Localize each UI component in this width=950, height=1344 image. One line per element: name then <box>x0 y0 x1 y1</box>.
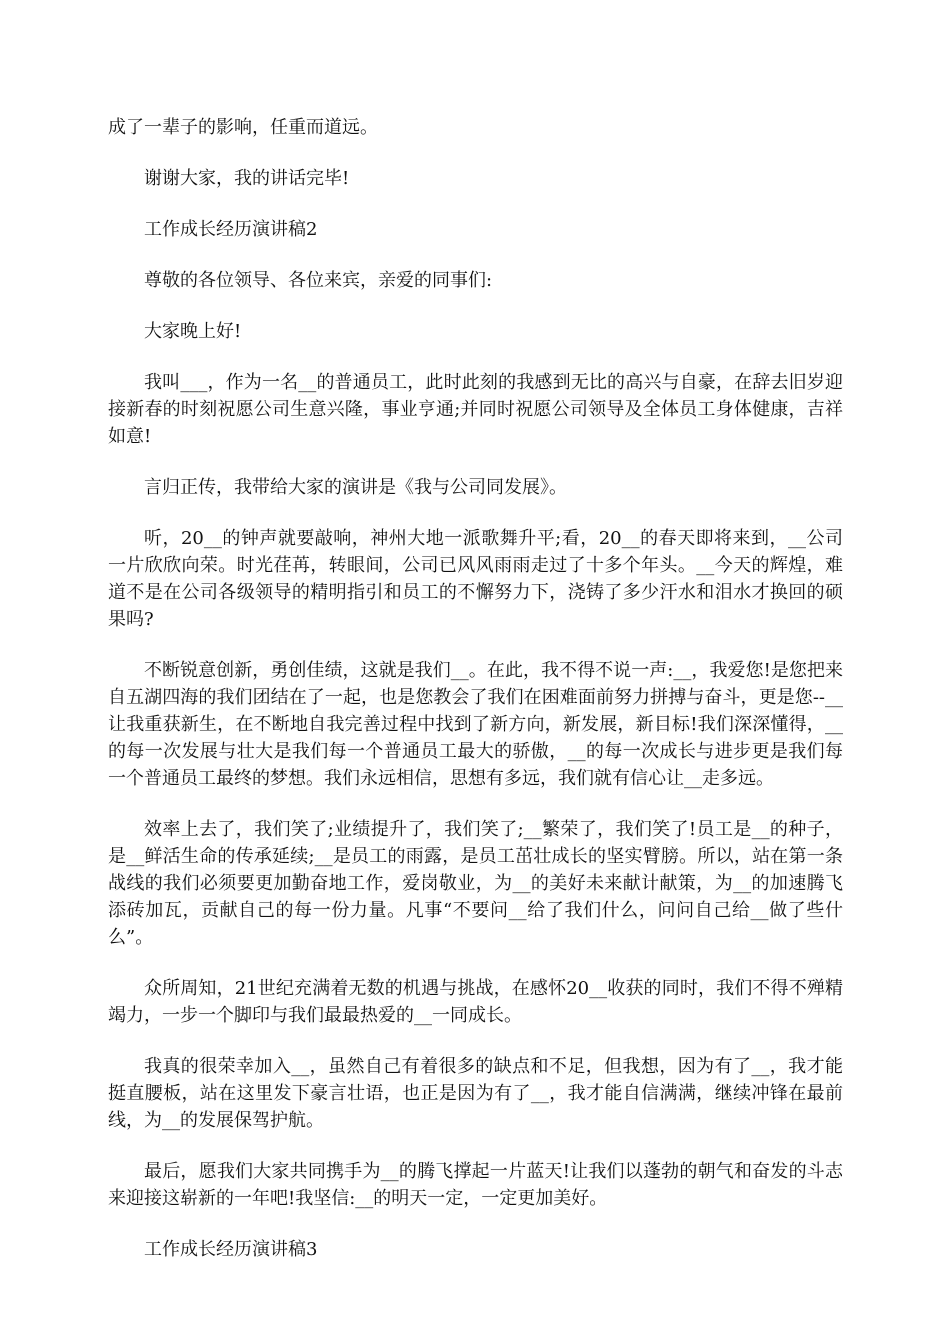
paragraph: 听，20__的钟声就要敲响，神州大地一派歌舞升平;看，20__的春天即将来到，__公司一片欣欣向荣。时光荏苒，转眼间，公司已风风雨雨走过了十多个年头。__今天的辉煌，难道不是在公司各级领导的精明指引和员工的不懈努力下，浇铸了多少汗水和泪水才换回的硕果吗? <box>108 528 843 630</box>
salutation: 尊敬的各位领导、各位来宾，亲爱的同事们: <box>144 270 493 291</box>
paragraph: 效率上去了，我们笑了;业绩提升了，我们笑了;__繁荣了，我们笑了!员工是__的种子，是__鲜活生命的传承延续;__是员工的雨露，是员工茁壮成长的坚实臂膀。所以，站在第一条战线的我们必须要更加勤奋地工作，爱岗敬业，为__的美好未来献计献策，为__的加速腾飞添砖加瓦，贡献自己的每一份力量。凡事“不要问__给了我们什么，问问自己给__做了些什么”。 <box>108 819 843 948</box>
section-title: 工作成长经历演讲稿2 <box>144 219 318 240</box>
paragraph: 最后，愿我们大家共同携手为__的腾飞撑起一片蓝天!让我们以蓬勃的朝气和奋发的斗志来迎接这崭新的一年吧!我坚信:__的明天一定，一定更加美好。 <box>108 1161 843 1209</box>
section-title: 工作成长经历演讲稿3 <box>144 1239 318 1260</box>
paragraph-continuation: 成了一辈子的影响，任重而道远。 <box>108 117 378 138</box>
paragraph: 不断锐意创新，勇创佳绩，这就是我们__。在此，我不得不说一声:__，我爱您!是您把来自五湖四海的我们团结在了一起，也是您教会了我们在困难面前努力拼搏与奋斗，更是您--__让我重获新生，在不断地自我完善过程中找到了新方向，新发展，新目标!我们深深懂得，__的每一次发展与壮大是我们每一个普通员工最大的骄傲，__的每一次成长与进步更是我们每一个普通员工最终的梦想。我们永远相信，思想有多远，我们就有信心让__走多远。 <box>108 660 843 789</box>
greeting: 大家晚上好! <box>144 321 242 342</box>
document-page <box>108 114 843 1287</box>
paragraph-closing: 谢谢大家，我的讲话完毕! <box>144 168 350 189</box>
paragraph: 我叫___，作为一名__的普通员工，此时此刻的我感到无比的高兴与自豪，在辞去旧岁迎接新春的时刻祝愿公司生意兴隆，事业亨通;并同时祝愿公司领导及全体员工身体健康，吉祥如意! <box>108 372 843 447</box>
paragraph: 言归正传，我带给大家的演讲是《我与公司同发展》。 <box>144 477 567 498</box>
paragraph: 众所周知，21世纪充满着无数的机遇与挑战，在感怀20__收获的同时，我们不得不殚精竭力，一步一个脚印与我们最最热爱的__一同成长。 <box>108 978 843 1026</box>
paragraph: 我真的很荣幸加入__，虽然自己有着很多的缺点和不足，但我想，因为有了__，我才能挺直腰板，站在这里发下豪言壮语，也正是因为有了__，我才能自信满满，继续冲锋在最前线，为__的发展保驾护航。 <box>108 1056 843 1131</box>
